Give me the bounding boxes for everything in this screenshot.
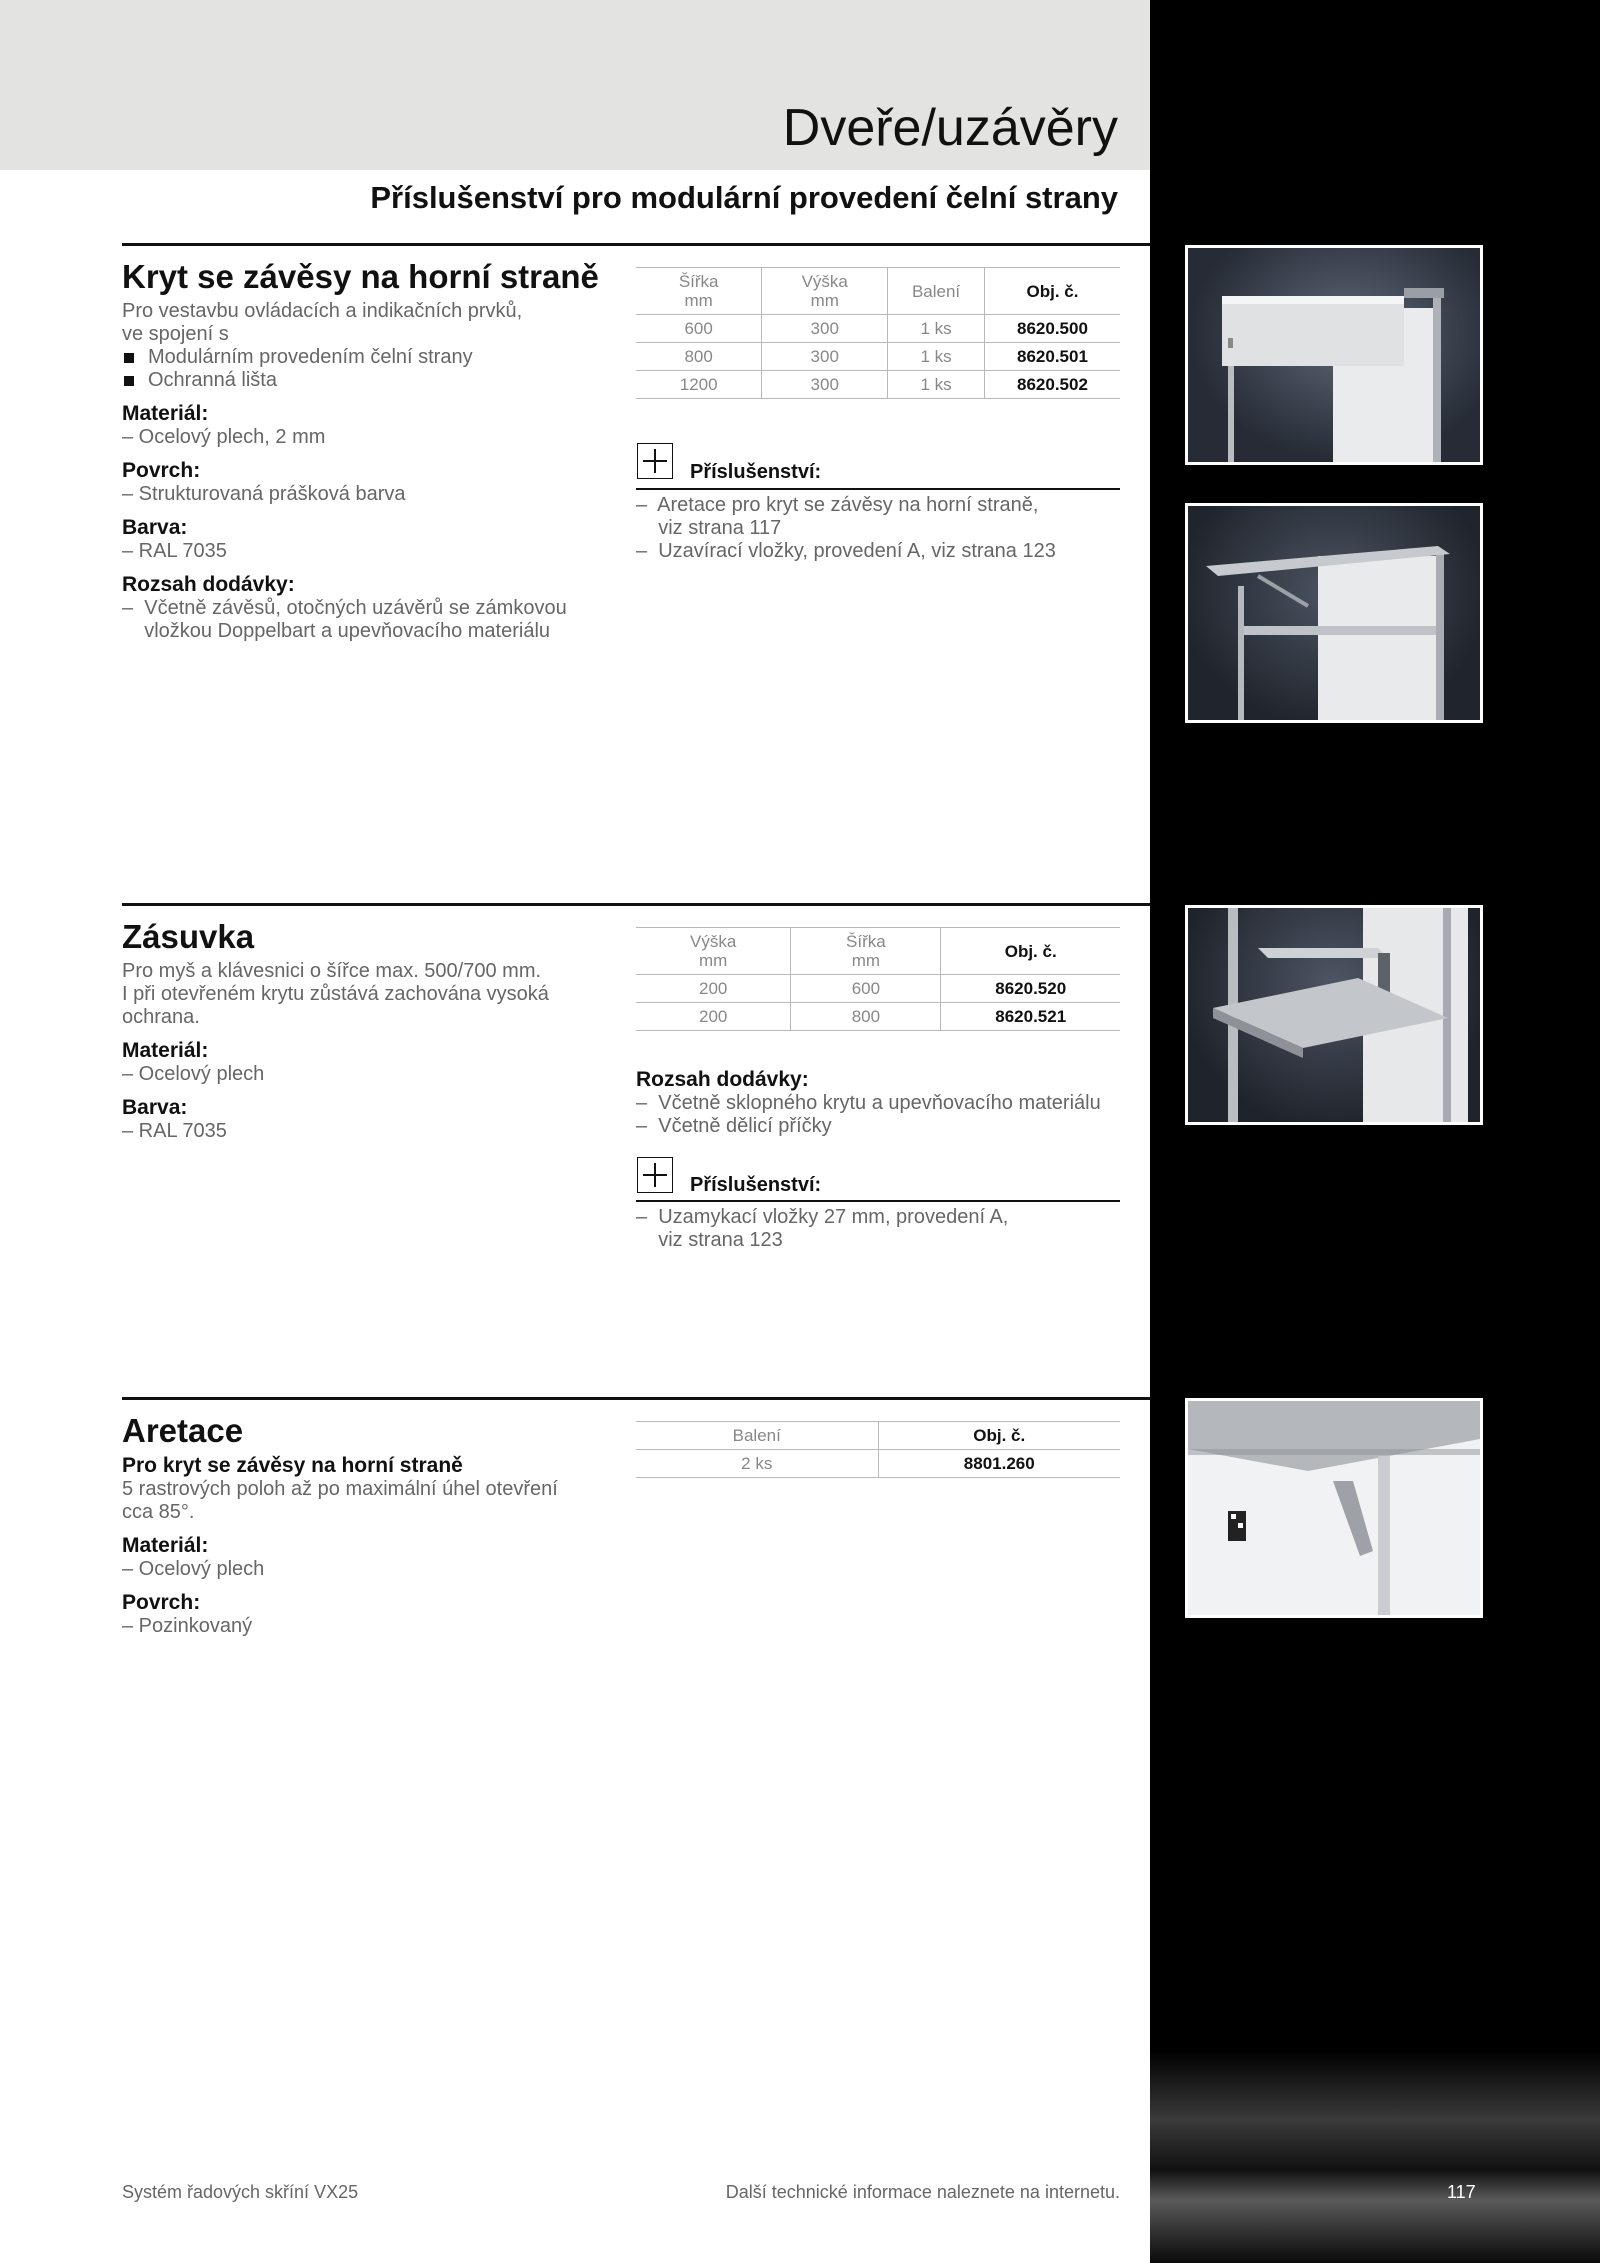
table-cell: 2 ks: [636, 1450, 878, 1478]
section-kryt: [122, 258, 622, 643]
product-photo-detent: [1185, 1398, 1483, 1618]
scope-block: [636, 1068, 1136, 1138]
accessory-item: – Uzamykací vložky 27 mm, provedení A,: [636, 1206, 1009, 1228]
col-header: Obj. č.: [878, 1422, 1120, 1450]
table-header-row: [636, 268, 1120, 315]
surface-value: – Strukturovaná prášková barva: [122, 483, 406, 505]
scope-line: vložkou Doppelbart a upevňovacího materiálu: [122, 620, 551, 642]
section-zasuvka: [122, 918, 622, 1143]
cover-closed-illustration: [1188, 248, 1480, 462]
section-title: Aretace: [122, 1412, 244, 1449]
accessories-rule: [636, 488, 1120, 490]
product-photo-cover-open: [1185, 503, 1483, 723]
accessory-item: – Aretace pro kryt se závěsy na horní straně,: [636, 494, 1039, 516]
material-value: – Ocelový plech: [122, 1063, 265, 1085]
section-aretace: [122, 1412, 622, 1638]
order-number: 8620.520: [941, 975, 1120, 1003]
table-cell: 600: [636, 315, 762, 343]
color-label: Barva:: [122, 516, 188, 539]
table-header-row: [636, 1422, 1120, 1450]
col-header: Výška mm: [636, 928, 791, 975]
plus-icon: [637, 1157, 673, 1193]
intro-line: 5 rastrových poloh až po maximální úhel otevření: [122, 1478, 558, 1500]
section-subtitle: Pro kryt se závěsy na horní straně: [122, 1454, 463, 1477]
bullet-square-icon: [124, 376, 134, 386]
intro-line: cca 85°.: [122, 1501, 195, 1523]
surface-label: Povrch:: [122, 459, 201, 482]
table-row: [636, 371, 1120, 399]
surface-label: Povrch:: [122, 1591, 201, 1614]
table-cell: 300: [762, 371, 888, 399]
bullet-item: Ochranná lišta: [122, 369, 622, 392]
material-label: Materiál:: [122, 1534, 209, 1557]
page-number: 117: [1447, 2182, 1476, 2202]
intro-line: ochrana.: [122, 1006, 200, 1028]
color-value: – RAL 7035: [122, 540, 227, 562]
scope-line: – Včetně dělicí příčky: [636, 1115, 832, 1137]
scope-line: – Včetně závěsů, otočných uzávěrů se zámkovou: [122, 597, 567, 619]
accessories-list: [636, 494, 1136, 563]
table-cell: 1 ks: [888, 371, 985, 399]
col-header: Šířka mm: [791, 928, 941, 975]
cover-open-illustration: [1188, 506, 1480, 720]
section-title: Kryt se závěsy na horní straně: [122, 258, 599, 295]
footer-series: Systém řadových skříní VX25: [122, 2182, 359, 2202]
intro-line: ve spojení s: [122, 323, 229, 345]
scope-label: Rozsah dodávky:: [636, 1068, 809, 1091]
intro-line: Pro vestavbu ovládacích a indikačních prvků,: [122, 300, 523, 322]
col-header: Balení: [636, 1422, 878, 1450]
material-label: Materiál:: [122, 402, 209, 425]
footer-note: Další technické informace naleznete na internetu.: [725, 2182, 1120, 2202]
scope-line: – Včetně sklopného krytu a upevňovacího materiálu: [636, 1092, 1101, 1114]
material-value: – Ocelový plech: [122, 1558, 265, 1580]
order-number: 8620.502: [984, 371, 1120, 399]
order-number: 8620.501: [984, 343, 1120, 371]
accessories-list: [636, 1206, 1136, 1252]
plus-icon: [637, 443, 673, 479]
table-cell: 600: [791, 975, 941, 1003]
spec-table-kryt: [636, 267, 1120, 399]
table-row: [636, 343, 1120, 371]
table-cell: 1 ks: [888, 315, 985, 343]
table-cell: 800: [636, 343, 762, 371]
col-header: Obj. č.: [941, 928, 1120, 975]
section-rule: [122, 1397, 1150, 1400]
table-cell: 300: [762, 315, 888, 343]
table-cell: 300: [762, 343, 888, 371]
spec-table-zasuvka: [636, 927, 1120, 1031]
order-number: 8620.500: [984, 315, 1120, 343]
table-cell: 1 ks: [888, 343, 985, 371]
page-title: Dveře/uzávěry: [782, 99, 1118, 157]
accessory-item: – Uzavírací vložky, provedení A, viz strana 123: [636, 540, 1056, 562]
order-number: 8801.260: [878, 1450, 1120, 1478]
table-cell: 800: [791, 1003, 941, 1031]
accessories-label: Příslušenství:: [690, 1174, 822, 1196]
drawer-illustration: [1188, 908, 1480, 1122]
page-subtitle: Příslušenství pro modulární provedení čelní strany: [370, 180, 1118, 215]
table-cell: 200: [636, 1003, 791, 1031]
detent-illustration: [1188, 1401, 1480, 1615]
col-header: Balení: [888, 268, 985, 315]
order-number: 8620.521: [941, 1003, 1120, 1031]
accessories-rule: [636, 1200, 1120, 1202]
col-header: Obj. č.: [984, 268, 1120, 315]
accessory-item: viz strana 117: [636, 517, 782, 539]
bullet-item: Modulárním provedením čelní strany: [122, 346, 622, 369]
table-cell: 1200: [636, 371, 762, 399]
color-value: – RAL 7035: [122, 1120, 227, 1142]
product-photo-drawer: [1185, 905, 1483, 1125]
bullet-square-icon: [124, 353, 134, 363]
surface-value: – Pozinkovaný: [122, 1615, 253, 1637]
material-value: – Ocelový plech, 2 mm: [122, 426, 326, 448]
intro-line: Pro myš a klávesnici o šířce max. 500/700 mm.: [122, 960, 542, 982]
scope-label: Rozsah dodávky:: [122, 573, 295, 596]
header-rule: [122, 243, 1150, 246]
section-rule: [122, 903, 1150, 906]
product-photo-cover-closed: [1185, 245, 1483, 465]
table-row: [636, 975, 1120, 1003]
table-row: [636, 1450, 1120, 1478]
material-label: Materiál:: [122, 1039, 209, 1062]
color-label: Barva:: [122, 1096, 188, 1119]
col-header: Šířka mm: [636, 268, 762, 315]
spec-table-aretace: [636, 1421, 1120, 1478]
section-title: Zásuvka: [122, 918, 255, 955]
table-cell: 200: [636, 975, 791, 1003]
accessory-item: viz strana 123: [636, 1229, 783, 1251]
accessories-label: Příslušenství:: [690, 461, 822, 483]
table-row: [636, 315, 1120, 343]
intro-line: I při otevřeném krytu zůstává zachována vysoká: [122, 983, 549, 1005]
col-header: Výška mm: [762, 268, 888, 315]
table-header-row: [636, 928, 1120, 975]
table-row: [636, 1003, 1120, 1031]
